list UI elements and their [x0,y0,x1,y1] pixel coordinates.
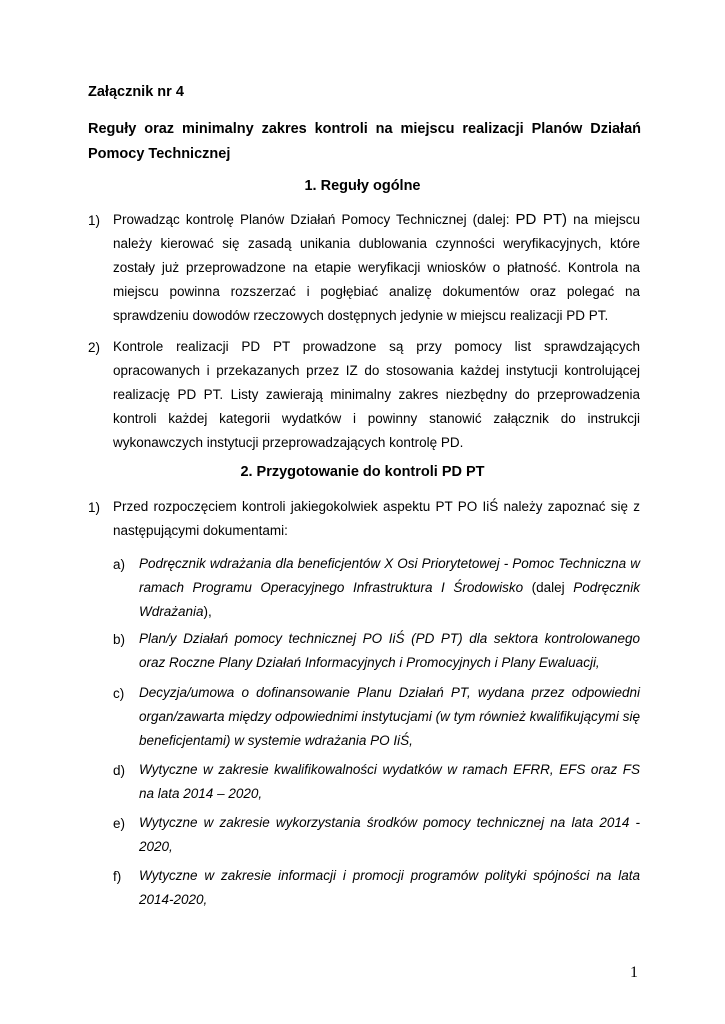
list-number: 2) [88,340,101,355]
section-2-intro: Przed rozpoczęciem kontroli jakiegokolwiek aspektu PT PO IiŚ należy zapoznać się z następującymi dokumentami: [113,499,640,538]
document-title: Reguły oraz minimalny zakres kontroli na miejscu realizacji Planów Działań Pomocy Technicznej [88,121,641,162]
document-item-d: Wytyczne w zakresie kwalifikowalności wydatków w ramach EFRR, EFS oraz FS na lata 2014 – 2020, [139,762,640,801]
document-item-a: Podręcznik wdrażania dla beneficjentów X Osi Priorytetowej - Pomoc Techniczna w ramach Programu Operacyjnego Infrastruktura I Środowisko (dalej Podręcznik Wdrażania), [139,556,641,619]
list-letter: f) [113,869,122,884]
section-2-heading: 2. Przygotowanie do kontroli PD PT [240,464,485,480]
list-letter: a) [113,557,126,572]
page-number: 1 [630,964,638,981]
document-item-c: Decyzja/umowa o dofinansowanie Planu Działań PT, wydana przez odpowiedni organ/zawarta między odpowiednimi instytucjami (w tym również kwalifikującymi się beneficjentami) w systemie wdrażania PO IiŚ, [139,685,640,748]
list-number: 1) [88,213,101,228]
list-letter: b) [113,632,126,647]
list-letter: e) [113,816,126,831]
paragraph-2: Kontrole realizacji PD PT prowadzone są przy pomocy list sprawdzających opracowanych i przekazanych przez IZ do stosowania każdej instytucji kontrolującej realizację PD PT. Listy zawierają minimalny zakres niezbędny do przeprowadzenia kontroli każdej kategorii wydatków i powinny stanowić załącznik do instrukcji wykonawczych instytucji przeprowadzających kontrolę PD. [113,339,640,450]
annex-label: Załącznik nr 4 [88,84,184,100]
list-number: 1) [88,500,101,515]
document-item-f: Wytyczne w zakresie informacji i promocji programów polityki spójności na lata 2014-2020, [139,868,640,907]
section-1-heading: 1. Reguły ogólne [304,178,421,194]
list-letter: d) [113,763,126,778]
list-letter: c) [113,686,125,701]
document-item-e: Wytyczne w zakresie wykorzystania środków pomocy technicznej na lata 2014 - 2020, [139,815,640,854]
document-item-b: Plan/y Działań pomocy technicznej PO IiŚ (PD PT) dla sektora kontrolowanego oraz Roczne Plany Działań Informacyjnych i Promocyjnych i Plany Ewaluacji, [139,631,640,670]
paragraph-1: Prowadząc kontrolę Planów Działań Pomocy Technicznej (dalej: PD PT) na miejscu należy kierować się zasadą unikania dublowania czynności weryfikacyjnych, które zostały już przeprowadzone na etapie weryfikacji wniosków o płatność. Kontrola na miejscu powinna rozszerzać i pogłębiać analizę dokumentów oraz polegać na sprawdzeniu dowodów rzeczowych dostępnych jedynie w miejscu realizacji PD PT. [113,211,641,323]
